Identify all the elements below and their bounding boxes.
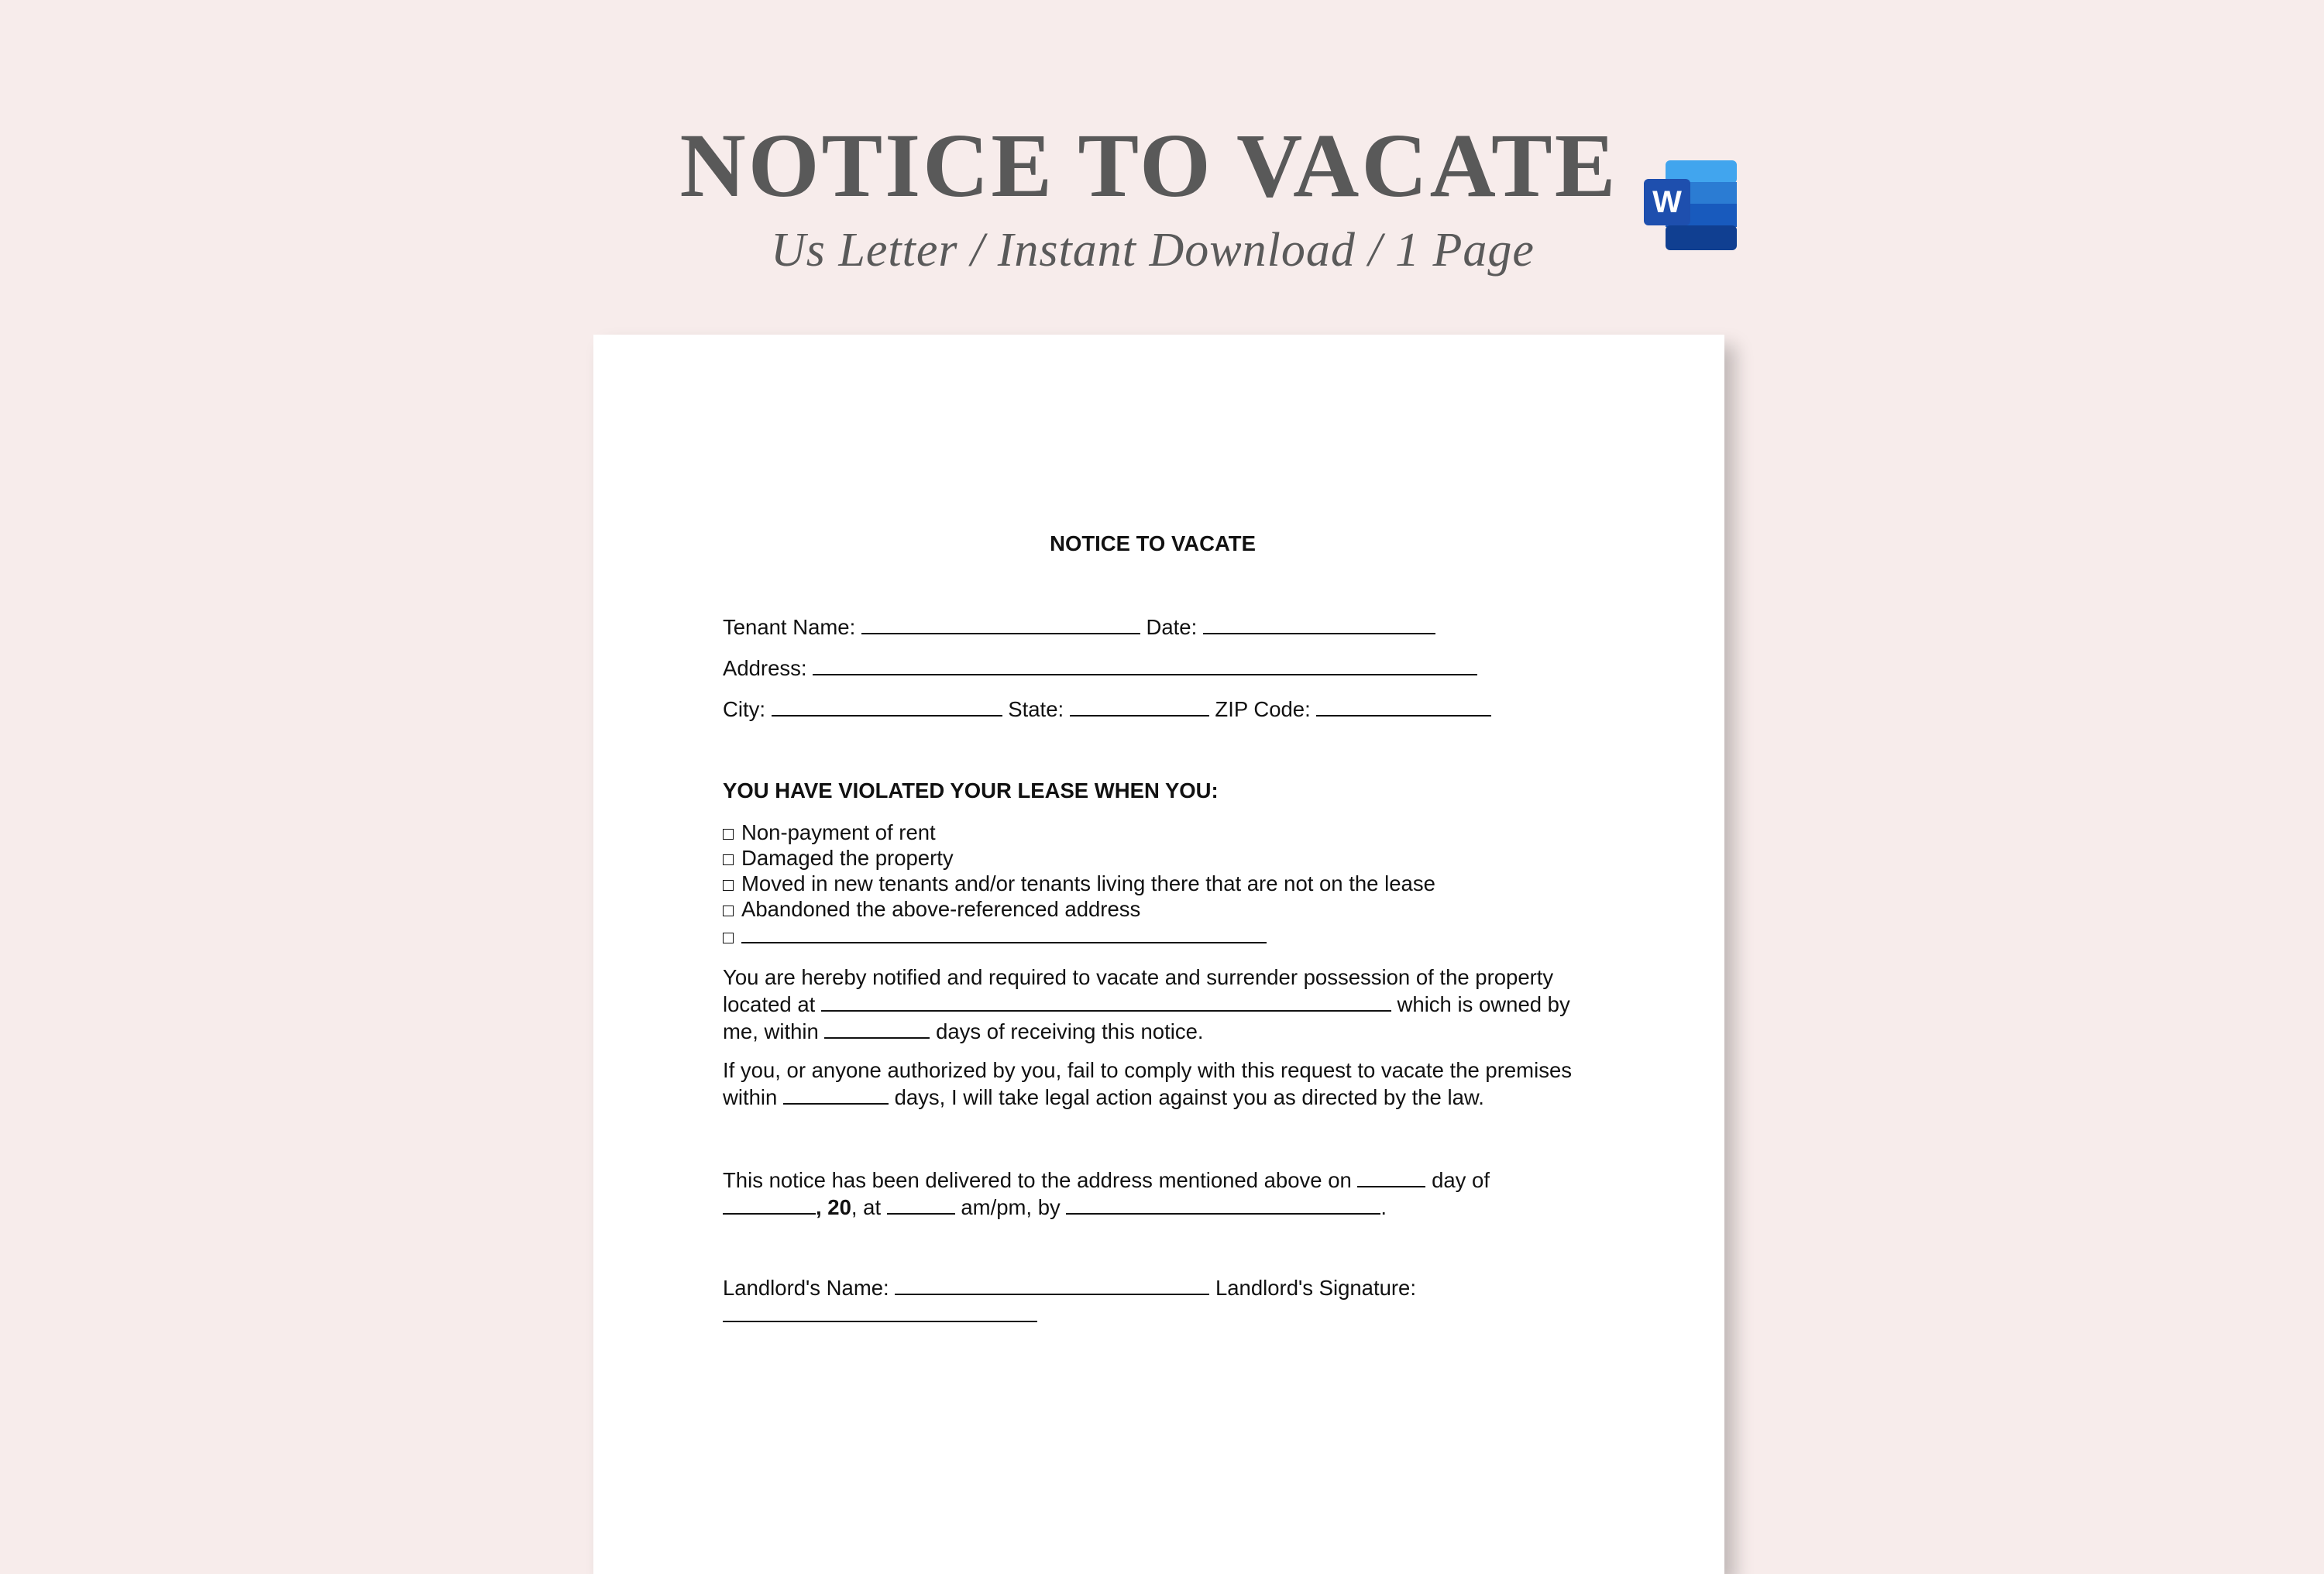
delivery-line1 xyxy=(723,1166,1490,1193)
legal-action-label: days, I will take legal action against you as directed by the law. xyxy=(894,1085,1484,1109)
address-blank[interactable] xyxy=(813,654,1477,675)
violations-list xyxy=(723,820,1435,949)
delivered-by-blank[interactable] xyxy=(1066,1193,1380,1215)
para1-line1: You are hereby notified and required to vacate and surrender possession of the property xyxy=(723,965,1554,989)
violations-heading: YOU HAVE VIOLATED YOUR LEASE WHEN YOU: xyxy=(723,778,1219,802)
landlord-signature-blank[interactable] xyxy=(723,1301,1037,1322)
state-label: State: xyxy=(1008,697,1064,721)
at-label: , at xyxy=(851,1195,882,1219)
checkbox[interactable] xyxy=(723,880,734,891)
property-location-blank[interactable] xyxy=(821,990,1391,1012)
para1-line3 xyxy=(723,1017,1570,1044)
delivery-day-blank[interactable] xyxy=(1357,1166,1425,1187)
checkbox[interactable] xyxy=(723,829,734,840)
para2-line1: If you, or anyone authorized by you, fail to comply with this request to vacate the premises xyxy=(723,1058,1572,1082)
city-blank[interactable] xyxy=(772,695,1002,717)
days-blank[interactable] xyxy=(824,1017,930,1039)
list-item[interactable] xyxy=(723,871,1435,896)
vacate-paragraph xyxy=(723,964,1570,1044)
document-page xyxy=(593,335,1724,1574)
word-icon-letter: W xyxy=(1652,185,1682,219)
list-item[interactable] xyxy=(723,896,1435,922)
signature-line1 xyxy=(723,1273,1416,1301)
legal-action-paragraph xyxy=(723,1057,1572,1110)
list-item-label: Abandoned the above-referenced address xyxy=(741,897,1141,921)
period: . xyxy=(1380,1195,1387,1219)
owned-by-label: which is owned by xyxy=(1397,992,1570,1016)
located-at-label: located at xyxy=(723,992,816,1016)
delivered-label: This notice has been delivered to the address mentioned above on xyxy=(723,1168,1352,1192)
checkbox[interactable] xyxy=(723,854,734,865)
delivery-month-blank[interactable] xyxy=(723,1193,816,1215)
ampm-by-label: am/pm, by xyxy=(961,1195,1061,1219)
landlord-signature-label: Landlord's Signature: xyxy=(1215,1276,1416,1300)
year-label: , 20 xyxy=(816,1195,851,1219)
tenant-date-line xyxy=(723,613,1435,640)
tenant-name-label: Tenant Name: xyxy=(723,615,856,639)
delivery-time-blank[interactable] xyxy=(887,1193,955,1215)
address-label: Address: xyxy=(723,656,807,680)
page-subtitle: Us Letter / Instant Download / 1 Page xyxy=(771,224,1535,277)
address-line xyxy=(723,654,1477,681)
page-title: NOTICE TO VACATE xyxy=(679,115,1618,216)
para1-line2 xyxy=(723,990,1570,1017)
landlord-name-label: Landlord's Name: xyxy=(723,1276,889,1300)
list-item-label: Damaged the property xyxy=(741,846,954,870)
within-label: me, within xyxy=(723,1019,819,1043)
date-label: Date: xyxy=(1146,615,1198,639)
list-item-label: Non-payment of rent xyxy=(741,820,936,844)
delivery-line2 xyxy=(723,1193,1490,1220)
document-title: NOTICE TO VACATE xyxy=(1050,531,1256,555)
days-receiving-label: days of receiving this notice. xyxy=(936,1019,1204,1043)
microsoft-word-icon xyxy=(1644,160,1738,250)
city-label: City: xyxy=(723,697,765,721)
date-blank[interactable] xyxy=(1203,613,1435,634)
tenant-name-blank[interactable] xyxy=(861,613,1140,634)
delivery-paragraph xyxy=(723,1166,1490,1220)
signature-block xyxy=(723,1273,1416,1328)
state-blank[interactable] xyxy=(1070,695,1209,717)
within-label: within xyxy=(723,1085,778,1109)
day-of-label: day of xyxy=(1432,1168,1490,1192)
city-state-zip-line xyxy=(723,695,1491,722)
landlord-name-blank[interactable] xyxy=(895,1273,1209,1295)
signature-line2 xyxy=(723,1301,1416,1328)
para2-line2 xyxy=(723,1083,1572,1110)
checkbox[interactable] xyxy=(723,906,734,916)
legal-days-blank[interactable] xyxy=(783,1083,889,1105)
list-item[interactable] xyxy=(723,820,1435,845)
list-item[interactable] xyxy=(723,845,1435,871)
list-item[interactable] xyxy=(723,922,1435,949)
zip-blank[interactable] xyxy=(1316,695,1491,717)
checkbox[interactable] xyxy=(723,933,734,943)
zip-label: ZIP Code: xyxy=(1215,697,1311,721)
list-item-label: Moved in new tenants and/or tenants living there that are not on the lease xyxy=(741,871,1435,895)
other-violation-blank[interactable] xyxy=(741,922,1267,943)
